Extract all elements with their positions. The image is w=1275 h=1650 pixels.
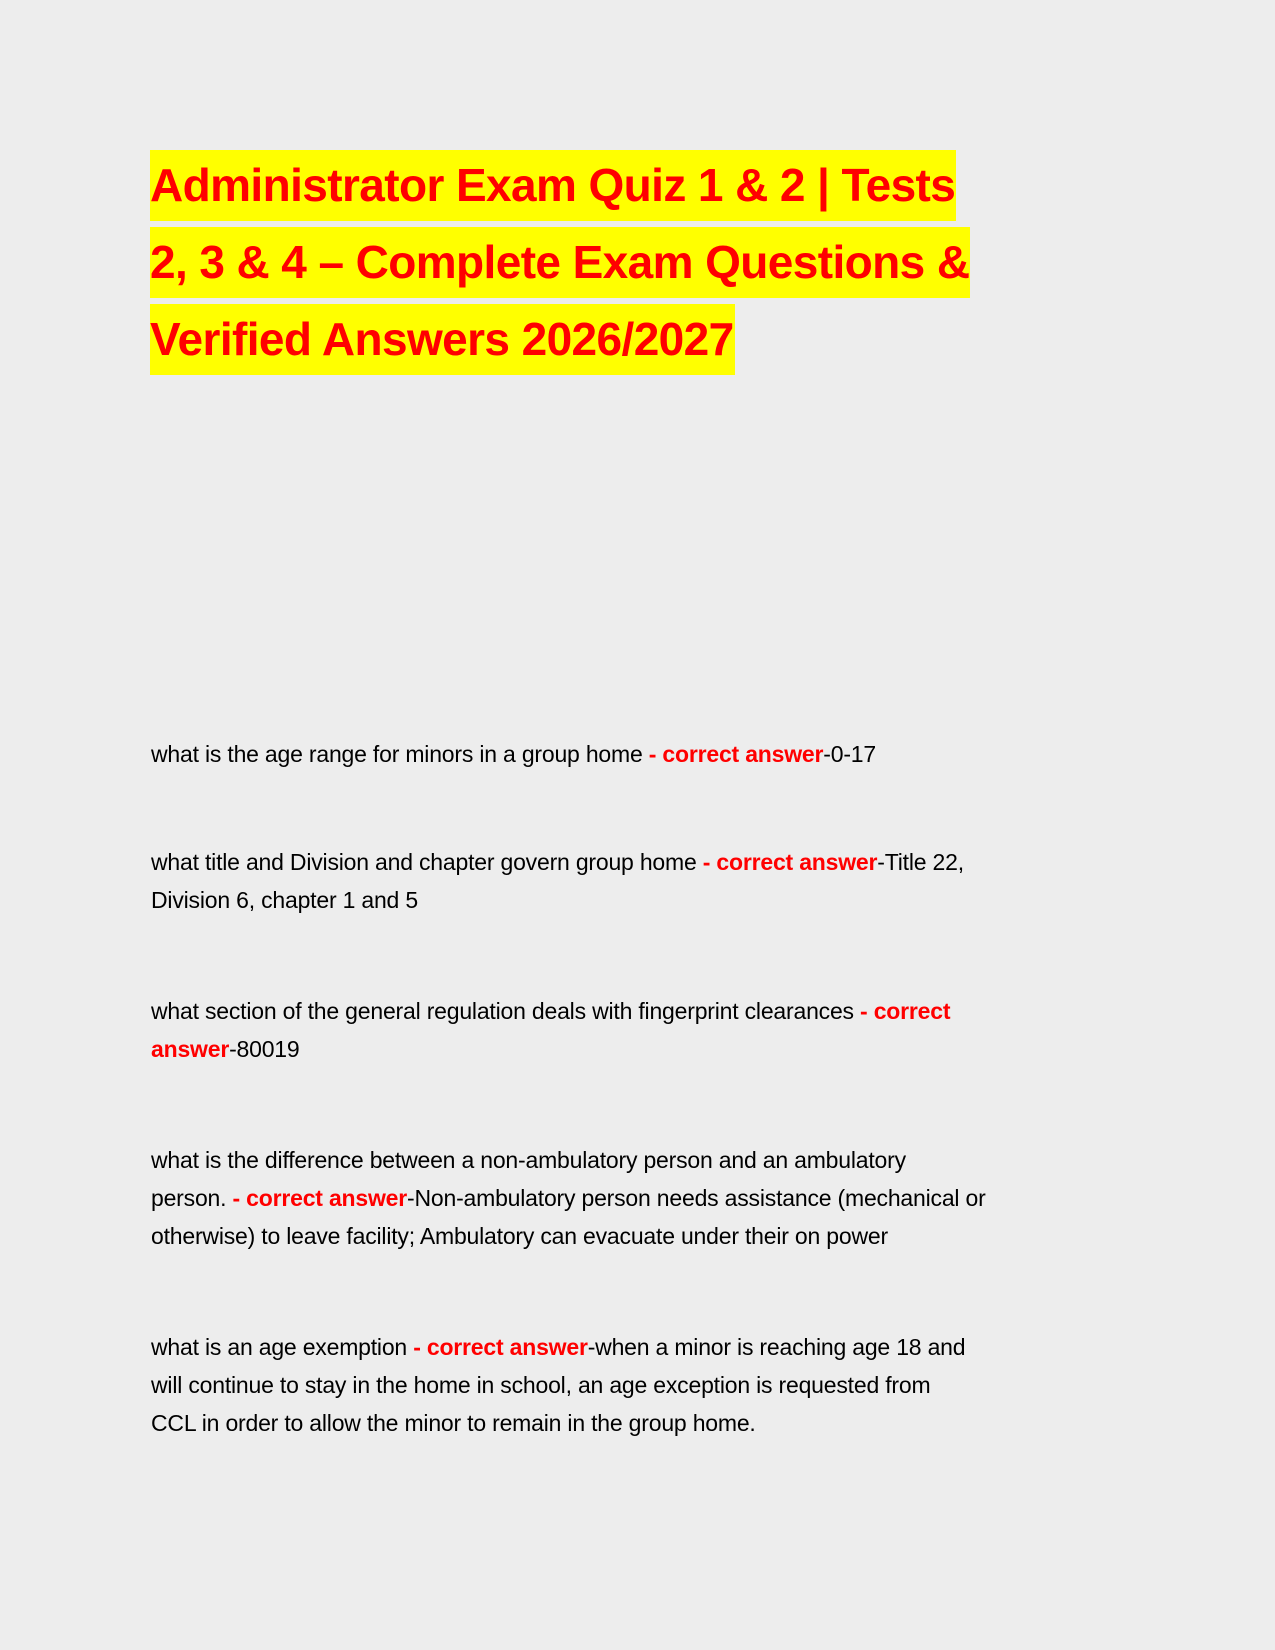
- qa-line: [151, 1404, 1151, 1442]
- qa-line: [151, 1366, 1151, 1404]
- qa-line: [151, 1141, 1151, 1179]
- correct-answer-label: answer: [151, 1036, 230, 1062]
- correct-answer-label: - correct: [860, 998, 951, 1024]
- correct-answer-label: - correct answer: [413, 1334, 588, 1360]
- correct-answer-label: - correct answer: [648, 741, 824, 767]
- qa-line: [151, 992, 1151, 1030]
- answer-text: CCL in order to allow the minor to remain in the group home.: [151, 1410, 756, 1436]
- qa-item-4: [151, 1141, 1151, 1255]
- title-line-1: [150, 150, 970, 221]
- correct-answer-label: - correct answer: [232, 1185, 408, 1211]
- answer-text: -80019: [229, 1036, 300, 1062]
- qa-line: [151, 1328, 1151, 1366]
- title-line-2: [150, 227, 970, 298]
- answer-text: Division 6, chapter 1 and 5: [151, 887, 418, 913]
- question-text: what is the difference between a non-ambulatory person and an ambulatory: [151, 1147, 906, 1173]
- answer-text: -Title 22,: [877, 849, 964, 875]
- question-text: what section of the general regulation deals with fingerprint clearances: [151, 998, 861, 1024]
- qa-item-1: [151, 735, 1151, 773]
- qa-line: [151, 1217, 1151, 1255]
- document-title: [150, 150, 970, 381]
- answer-text: will continue to stay in the home in school, an age exception is requested from: [151, 1372, 931, 1398]
- qa-line: [151, 881, 1151, 919]
- title-line-2-text: 2, 3 & 4 – Complete Exam Questions &: [150, 227, 970, 298]
- qa-item-5: [151, 1328, 1151, 1442]
- question-text: what is an age exemption: [151, 1334, 414, 1360]
- qa-line: [151, 1179, 1151, 1217]
- question-text: what is the age range for minors in a group home: [151, 741, 649, 767]
- title-line-3: [150, 304, 970, 375]
- qa-item-2: [151, 843, 1151, 919]
- qa-line: [151, 1030, 1151, 1068]
- answer-text: -0-17: [823, 741, 876, 767]
- qa-item-3: [151, 992, 1151, 1068]
- answer-text: -when a minor is reaching age 18 and: [587, 1334, 966, 1360]
- answer-text: -Non-ambulatory person needs assistance (mechanical or: [407, 1185, 986, 1211]
- qa-line: [151, 843, 1151, 881]
- question-text: what title and Division and chapter govern group home: [151, 849, 703, 875]
- question-text: person.: [151, 1185, 233, 1211]
- correct-answer-label: - correct answer: [702, 849, 878, 875]
- answer-text: otherwise) to leave facility; Ambulatory can evacuate under their on power: [151, 1223, 888, 1249]
- title-line-1-text: Administrator Exam Quiz 1 & 2 | Tests: [150, 150, 956, 221]
- qa-line: [151, 735, 1151, 773]
- title-line-3-text: Verified Answers 2026/2027: [150, 304, 735, 375]
